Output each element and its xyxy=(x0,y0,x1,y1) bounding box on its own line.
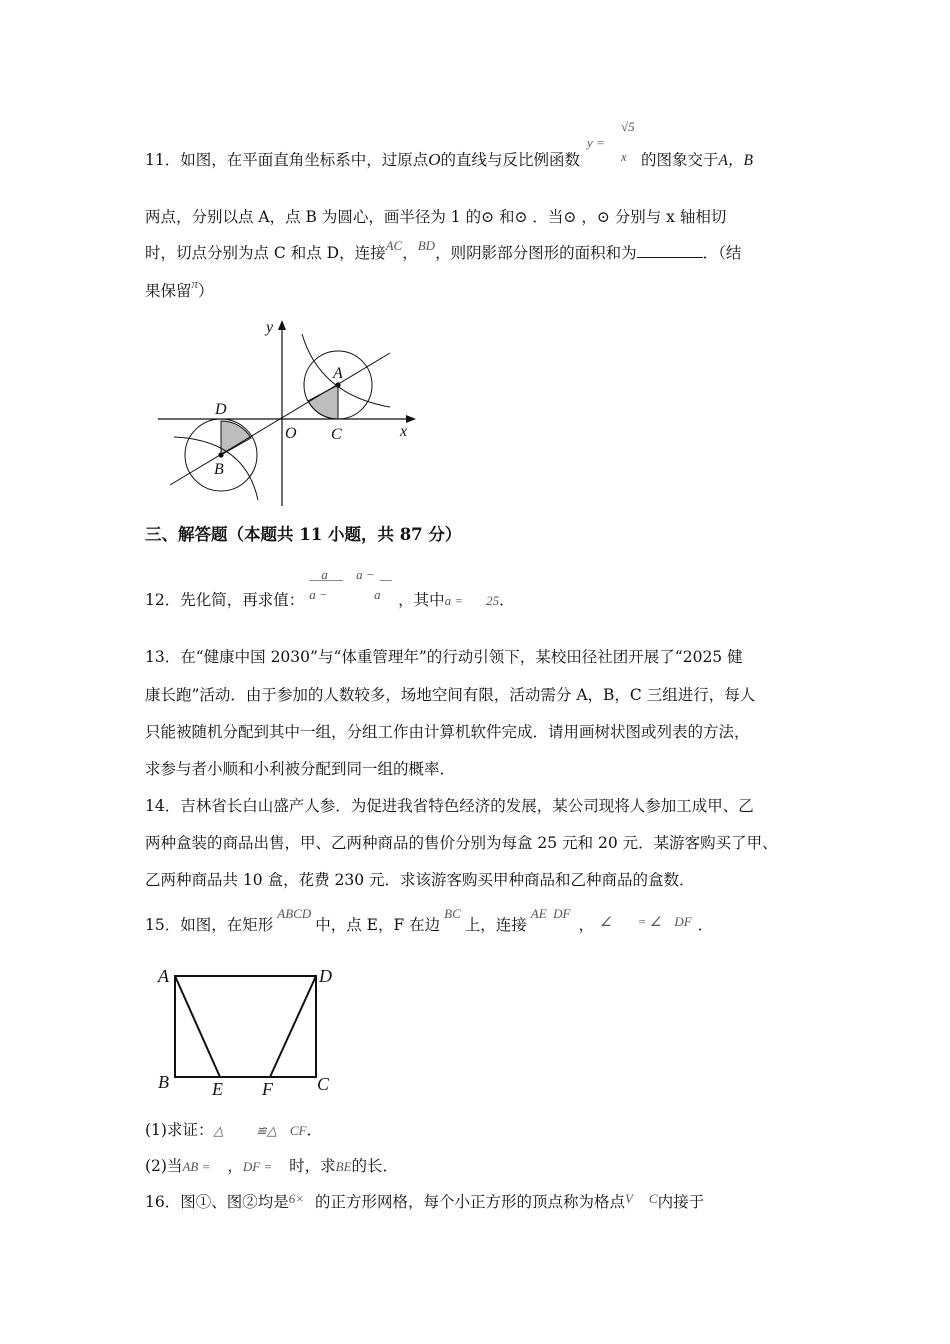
q11-text: 的直线与反比例函数 xyxy=(440,151,581,169)
q11-text: 如图，在平面直角坐标系中，过原点 xyxy=(180,151,429,169)
rect-abcd: ABCD xyxy=(277,906,312,921)
label-b: B xyxy=(158,1072,169,1092)
q15-part2-label: (2)当 xyxy=(145,1157,183,1175)
q15-text: 中，点 E，F 在边 xyxy=(315,916,441,934)
q15-line xyxy=(145,906,714,936)
q12-number: 12． xyxy=(145,591,181,609)
label-c: C xyxy=(317,1074,330,1094)
func-y: y = xyxy=(586,135,605,150)
q16-text: 16．图①、图②均是 xyxy=(145,1193,289,1211)
separator: ， xyxy=(402,244,418,262)
label-o: O xyxy=(285,425,297,442)
q16-text: 内接于 xyxy=(657,1193,705,1211)
points-ab: A，B xyxy=(718,152,753,169)
q12-line xyxy=(145,567,515,611)
q13-line3: 只能被随机分配到其中一组，分组工作由计算机软件完成．请用画树状图或列表的方法， xyxy=(145,723,750,741)
condition: a = xyxy=(444,593,464,608)
congruence-statement: △ ≌△ CF xyxy=(213,1123,307,1138)
q14-line3: 乙两种商品共 10 盒，花费 230 元．求该游客购买甲种商品和乙种商品的盒数． xyxy=(145,871,695,889)
label-x: x xyxy=(400,423,408,440)
triangle-label: V C xyxy=(624,1191,658,1206)
answer-blank[interactable] xyxy=(637,243,703,258)
frac2-denominator: a xyxy=(374,587,381,602)
q11-coordinate-figure xyxy=(150,310,430,510)
label-a: A xyxy=(333,365,343,382)
period: ． xyxy=(697,916,714,934)
q11-text: 时，切点分别为点 C 和点 D，连接 xyxy=(145,244,386,262)
label-b: B xyxy=(214,461,224,478)
q15-text: 时，求 xyxy=(289,1157,336,1175)
q13-line1: 13．在“健康中国 2030”与“体重管理年”的行动引领下，某校田径社团开展了“2025 健 xyxy=(145,648,743,666)
q11-line4 xyxy=(145,276,214,302)
q14-line1: 14．吉林省长白山盛产人参．为促进我省特色经济的发展，某公司现将人参加工成甲、乙 xyxy=(145,797,754,815)
label-d: D xyxy=(319,966,332,986)
q11-line1 xyxy=(145,119,753,171)
q11-line2: 两点，分别以点 A，点 B 为圆心，画半径为 1 的⊙ 和⊙ ．当⊙ ，⊙ 分别与 x 轴相切 xyxy=(145,208,727,226)
separator: ， xyxy=(578,916,595,934)
section-heading: 三、解答题（本题共 11 小题，共 87 分） xyxy=(145,525,462,544)
grid-size: 6× xyxy=(288,1191,305,1206)
frac1-numerator: a xyxy=(321,567,328,582)
function-expression xyxy=(585,119,641,165)
q12-text: ，其中 xyxy=(398,591,445,609)
side-bc: BC xyxy=(444,906,461,921)
period: ． xyxy=(499,591,515,609)
label-c: C xyxy=(331,426,342,443)
ab-equals: AB = xyxy=(182,1159,211,1174)
segments-ae-df: AE DF xyxy=(530,906,571,921)
frac2-numerator: a − xyxy=(356,567,375,582)
fraction-bar xyxy=(380,580,392,581)
label-e: E xyxy=(212,1079,223,1099)
func-numerator: √5 xyxy=(620,119,635,134)
q11-text: ，则阴影部分图形的面积和为 xyxy=(435,244,637,262)
q15-text: 的长． xyxy=(351,1157,399,1175)
fraction-2 xyxy=(356,567,398,605)
q14-line2: 两种盒装的商品出售，甲、乙两种商品的售价分别为每盒 25 元和 20 元．某游客购买了甲、 xyxy=(145,834,778,852)
q16-line xyxy=(145,1192,704,1213)
q13-line4: 求参与者小顺和小利被分配到同一组的概率． xyxy=(145,760,456,778)
q15-number: 15． xyxy=(145,916,181,934)
q11-line3 xyxy=(145,238,742,264)
point-o: O xyxy=(428,150,441,169)
q12-text: 先化简，再求值： xyxy=(180,591,305,609)
segment-bd: BD xyxy=(417,238,436,253)
q15-text: 如图，在矩形 xyxy=(180,916,274,934)
period: ． xyxy=(306,1121,322,1139)
separator: ， xyxy=(227,1157,243,1175)
q15-part2 xyxy=(145,1156,398,1177)
q11-text: ） xyxy=(198,282,214,300)
q11-number: 11． xyxy=(145,151,181,169)
q11-text: ．（结 xyxy=(702,244,742,262)
condition-value: 25 xyxy=(486,593,500,608)
q11-text: 果保留 xyxy=(145,282,192,300)
frac1-denominator: a − xyxy=(309,587,328,602)
segment-ac: AC xyxy=(385,238,403,253)
q15-part1 xyxy=(145,1120,322,1141)
angle-equality: ∠ = ∠ DF xyxy=(600,914,692,929)
q11-text: 的图象交于 xyxy=(640,151,719,169)
q13-line2: 康长跑”活动．由于参加的人数较多，场地空间有限，活动需分 A，B，C 三组进行，每人 xyxy=(145,686,756,704)
q15-text: 上，连接 xyxy=(464,916,527,934)
be-segment: BE xyxy=(335,1159,352,1174)
label-f: F xyxy=(262,1079,273,1099)
q16-text: 的正方形网格，每个小正方形的顶点称为格点 xyxy=(314,1193,625,1211)
q15-part1-label: (1)求证： xyxy=(145,1121,214,1139)
label-d: D xyxy=(215,401,227,418)
func-denominator: x xyxy=(620,149,627,164)
q15-rectangle-figure xyxy=(150,955,350,1105)
label-y: y xyxy=(266,319,274,336)
label-a: A xyxy=(158,966,169,986)
fraction-1 xyxy=(309,567,351,605)
pi-symbol: π xyxy=(191,276,199,291)
fraction-bar xyxy=(309,580,343,581)
df-equals: DF = xyxy=(242,1159,273,1174)
